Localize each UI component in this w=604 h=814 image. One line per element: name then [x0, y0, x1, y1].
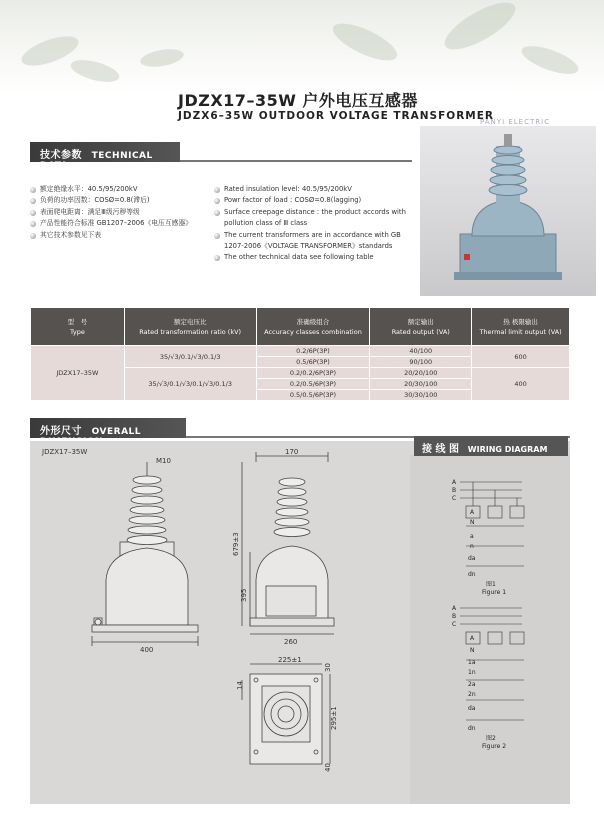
- accuracy-cell: 0.5/6P(3P): [256, 357, 370, 368]
- svg-text:2n: 2n: [468, 691, 476, 698]
- svg-text:da: da: [468, 705, 476, 712]
- drawing-model-label: JDZX17–35W: [42, 448, 88, 456]
- col-header-accuracy: 准确级组合 Accuracy classes combination: [256, 308, 370, 346]
- svg-text:dn: dn: [468, 725, 476, 732]
- dimension-title-cn: 外形尺寸: [40, 426, 82, 437]
- list-item: The current transformers are in accordance with GB 1207-2006《VOLTAGE TRANSFORMER》standards: [214, 230, 416, 253]
- dim-40: 40: [324, 763, 332, 772]
- svg-text:A: A: [452, 479, 457, 486]
- page-subtitle: JDZX6–35W OUTDOOR VOLTAGE TRANSFORMER: [178, 110, 495, 122]
- svg-text:Figure 1: Figure 1: [482, 589, 507, 596]
- output-cell: 20/20/100: [370, 368, 472, 379]
- svg-text:图2: 图2: [486, 735, 496, 742]
- watermark-text: PANYI ELECTRIC: [480, 118, 551, 126]
- output-cell: 20/30/100: [370, 379, 472, 390]
- ratio-cell: 35/√3/0.1/√3/0.1/√3/0.1/3: [124, 368, 256, 401]
- wiring-title-cn: 接 线 图: [422, 444, 459, 455]
- tech-title-en: TECHNICAL DATA: [40, 151, 153, 171]
- thermal-cell: 400: [472, 368, 570, 401]
- dim-295: 295±1: [330, 706, 338, 730]
- list-item: Rated insulation level: 40.5/95/200kV: [214, 184, 416, 195]
- accuracy-cell: 0.2/0.2/6P(3P): [256, 368, 370, 379]
- list-item: 表面爬电距离：满足Ⅲ级污秽等级: [30, 207, 212, 218]
- svg-text:dn: dn: [468, 571, 476, 578]
- tech-title-cn: 技术参数: [40, 150, 82, 161]
- list-item: 负荷的功率因数：COSØ=0.8(滞后): [30, 195, 212, 206]
- list-item: 额定绝缘水平：40.5/95/200kV: [30, 184, 212, 195]
- dim-170: 170: [285, 448, 299, 456]
- dim-395: 395: [240, 588, 248, 602]
- dim-400: 400: [140, 646, 154, 654]
- dim-m10: M10: [156, 457, 171, 465]
- wiring-title-en: WIRING DIAGRAM: [467, 445, 548, 454]
- col-header-ratio: 额定电压比 Rated transformation ratio (kV): [124, 308, 256, 346]
- svg-text:A: A: [470, 509, 475, 516]
- svg-text:图1: 图1: [486, 581, 496, 588]
- list-item: Powr factor of load : COSØ=0.8(lagging): [214, 195, 416, 206]
- accuracy-cell: 0.2/0.5/6P(3P): [256, 379, 370, 390]
- svg-text:1n: 1n: [468, 669, 476, 676]
- svg-text:C: C: [452, 495, 457, 502]
- svg-text:n: n: [470, 543, 474, 550]
- list-item: 其它技术参数见下表: [30, 230, 212, 241]
- col-header-type: 型 号 Type: [31, 308, 125, 346]
- output-cell: 40/100: [370, 346, 472, 357]
- dim-260: 260: [284, 638, 298, 646]
- type-cell: JDZX17–35W: [31, 346, 125, 401]
- output-cell: 90/100: [370, 357, 472, 368]
- svg-text:B: B: [452, 613, 457, 620]
- svg-text:C: C: [452, 621, 457, 628]
- wiring-fig2-labels: [452, 605, 506, 750]
- list-item: The other technical data see following table: [214, 252, 416, 263]
- list-item: Surface creepage distance : the product accords with pollution class of Ⅲ class: [214, 207, 416, 230]
- svg-text:B: B: [452, 487, 457, 494]
- front-view-drawing: [92, 462, 198, 646]
- svg-text:A: A: [470, 635, 475, 642]
- accuracy-cell: 0.2/6P(3P): [256, 346, 370, 357]
- ratio-cell: 35/√3/0.1/√3/0.1/3: [124, 346, 256, 368]
- thermal-cell: 600: [472, 346, 570, 368]
- output-cell: 30/30/100: [370, 390, 472, 401]
- page-title: JDZX17–35W 户外电压互感器: [178, 91, 418, 110]
- top-view-drawing: [242, 664, 330, 764]
- svg-text:da: da: [468, 555, 476, 562]
- svg-text:2a: 2a: [468, 681, 476, 688]
- svg-text:a: a: [470, 533, 474, 540]
- svg-text:Figure 2: Figure 2: [482, 743, 507, 750]
- col-header-thermal: 热 极限输出 Thermal limit output (VA): [472, 308, 570, 346]
- side-view-drawing: [242, 452, 334, 634]
- dimension-title-en: OVERALL: [91, 427, 142, 437]
- dim-225: 225±1: [278, 656, 302, 664]
- col-header-output: 额定输出 Rated output (VA): [370, 308, 472, 346]
- svg-text:N: N: [470, 647, 475, 654]
- svg-text:N: N: [470, 519, 475, 526]
- dim-679: 679±3: [232, 532, 240, 556]
- dim-14: 14: [236, 681, 244, 690]
- accuracy-cell: 0.5/0.5/6P(3P): [256, 390, 370, 401]
- dim-30: 30: [324, 663, 332, 672]
- svg-text:A: A: [452, 605, 457, 612]
- svg-text:1a: 1a: [468, 659, 476, 666]
- list-item: 产品性能符合标准 GB1207–2006《电压互感器》: [30, 218, 212, 229]
- wiring-fig1-labels: [452, 479, 506, 596]
